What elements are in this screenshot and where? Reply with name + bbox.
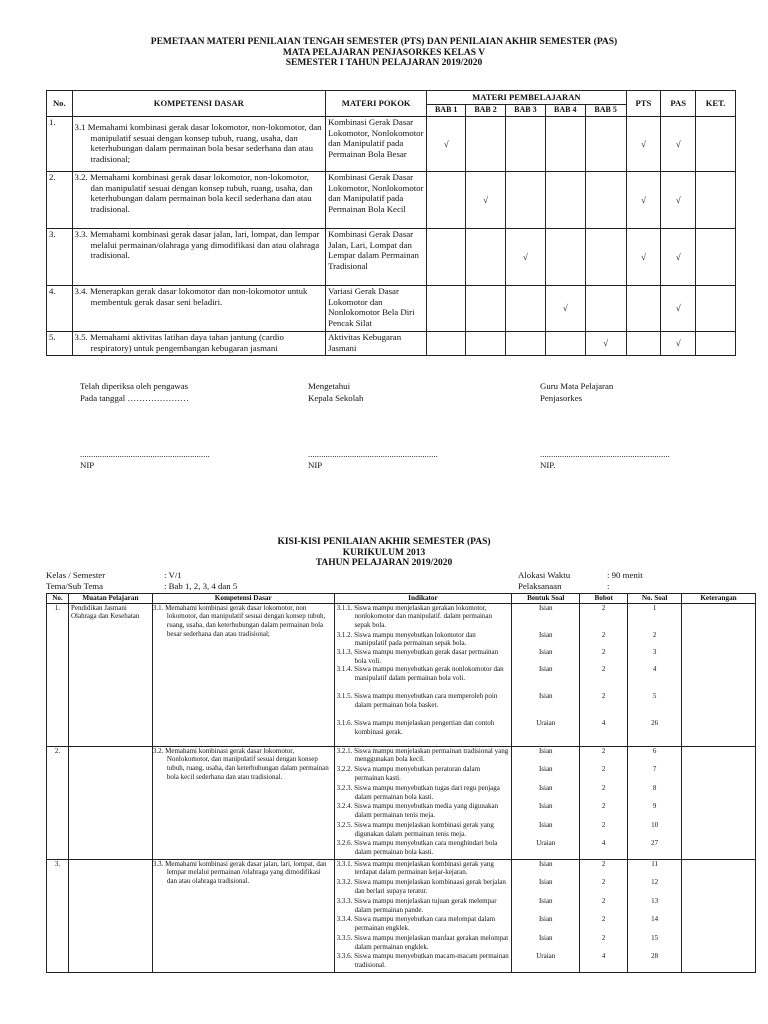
signature-right xyxy=(540,380,613,404)
header1-line1: PEMETAAN MATERI PENILAIAN TENGAH SEMESTER (PTS) DAN PENILAIAN AKHIR SEMESTER (PAS) xyxy=(150,37,618,47)
group-bentuk xyxy=(512,746,580,859)
row-bab5 xyxy=(585,117,626,172)
th-bab-2: BAB 2 xyxy=(466,105,506,117)
mapping-table xyxy=(46,90,736,356)
header2-line1: KISI-KISI PENILAIAN AKHIR SEMESTER (PAS) xyxy=(277,537,491,547)
row-pts xyxy=(626,332,661,356)
bobot-item: 2 xyxy=(601,859,606,868)
row-kd: 3.3. Memahami kombinasi gerak dasar jalan, lari, lompat, dan lempar melalui permainan/olahraga yang dimodifikasi dan atau olahraga tradisional. xyxy=(72,229,326,286)
indikator-item: 3.2.6. Siswa mampu menyebutkan cara menghindari bola dalam permainan bola kasti. xyxy=(336,839,498,857)
bentuk-item: Uraian xyxy=(536,952,556,961)
indikator-item: 3.3.1. Siswa mampu menjelaskan kombinasi gerak yang terdapat dalam permainan kejar-kejaran. xyxy=(336,859,494,877)
header1 xyxy=(0,37,768,69)
indikator-item: 3.2.2. Siswa mampu menyebutkan peraturan dalam permainan kasti. xyxy=(336,765,481,782)
row-bab2 xyxy=(466,117,506,172)
row-bab5 xyxy=(585,229,626,286)
nosoal-item: 1 xyxy=(652,603,657,612)
th-kd: KOMPETENSI DASAR xyxy=(72,91,326,117)
row-no: 4. xyxy=(47,286,73,332)
row-materi: Variasi Gerak Dasar Lokomotor dan Nonlokomotor Bela Diri Pencak Silat xyxy=(326,286,427,332)
th-bab-4: BAB 4 xyxy=(545,105,585,117)
row-bab4 xyxy=(545,332,585,356)
row-materi: Kombinasi Gerak Dasar Jalan, Lari, Lompat dan Lempar dalam Permainan Tradisional xyxy=(326,229,427,286)
row-bab2 xyxy=(466,286,506,332)
bentuk-item: Isian xyxy=(538,820,553,829)
row-bab3 xyxy=(505,117,545,172)
table-row xyxy=(47,229,736,286)
bentuk-item: Isian xyxy=(538,746,553,755)
row-bab2 xyxy=(466,332,506,356)
nosoal-item: 2 xyxy=(652,630,657,639)
pelaksanaan-label: Pelaksanaan xyxy=(518,581,562,591)
th-materi: MATERI POKOK xyxy=(326,91,427,117)
row-bab1 xyxy=(427,172,466,229)
indikator-item: 3.1.5. Siswa mampu menyebutkan cara memperoleh poin dalam permainan bola basket. xyxy=(336,692,498,710)
group-ket xyxy=(682,859,756,972)
signature-middle-line2: Kepala Sekolah xyxy=(308,393,364,403)
indikator-item: 3.2.5. Siswa mampu menjelaskan kombinasi gerak yang digunakan dalam permainan tenis meja. xyxy=(336,820,494,838)
row-pts xyxy=(626,286,661,332)
nosoal-item: 9 xyxy=(652,802,657,811)
indikator-item: 3.2.3. Siswa mampu menyebutkan tugas dari regu penjaga dalam permainan bola kasti. xyxy=(336,783,500,801)
row-bab3: √ xyxy=(505,229,545,286)
row-pas: √ xyxy=(661,332,696,356)
header2-line2: KURIKULUM 2013 xyxy=(342,547,426,558)
indikator-item: 3.1.4. Siswa mampu menyebutkan gerak nonlokomotor dan manipulatif dalam permainan bola voli. xyxy=(336,665,504,683)
bentuk-item: Isian xyxy=(538,896,553,905)
row-no: 2. xyxy=(47,172,73,229)
row-bab1 xyxy=(427,286,466,332)
th2-no: No. xyxy=(47,594,69,604)
group-bobot xyxy=(580,603,628,746)
indikator-item: 3.3.6. Siswa mampu menyebutkan macam-macam permainan tradisional. xyxy=(336,952,509,970)
row-bab4 xyxy=(545,229,585,286)
bobot-item: 2 xyxy=(601,933,606,942)
row-pts: √ xyxy=(626,117,661,172)
nosoal-item: 14 xyxy=(651,915,659,924)
signature-left xyxy=(80,380,189,404)
group-kd: 3.2. Memahami kombinasi gerak dasar lokomotor, Nonlokomotor, dan manipulatif sesuai dengan konsep tubuh, ruang, usaha, dan keterhubungan dalam permainan bola kecil sederhana dan atau tradisional. xyxy=(152,746,334,859)
signature-right-line1: Guru Mata Pelajaran xyxy=(540,381,614,391)
bobot-item: 2 xyxy=(601,802,606,811)
header1-line2: MATA PELAJARAN PENJASORKES KELAS V xyxy=(282,47,486,58)
bobot-item: 2 xyxy=(601,603,606,612)
bentuk-item: Isian xyxy=(538,933,553,942)
bobot-item: 2 xyxy=(601,915,606,924)
row-bab2 xyxy=(466,229,506,286)
th2-kd: Kompetensi Dasar xyxy=(152,594,334,604)
table-row xyxy=(47,117,736,172)
group-ket xyxy=(682,603,756,746)
bobot-item: 2 xyxy=(601,630,606,639)
row-bab4 xyxy=(545,117,585,172)
row-kd: 3.2. Memahami kombinasi gerak dasar lokomotor, non-lokomotor, dan manipulatif sesuai dengan konsep tubuh, ruang, usaha, dan keterhubungan dalam permainan bola kecil sederhana dan atau tradisional. xyxy=(72,172,326,229)
nosoal-item: 12 xyxy=(651,878,659,887)
th-bab-5: BAB 5 xyxy=(585,105,626,117)
row-materi: Kombinasi Gerak Dasar Lokomotor, Nonlokomotor dan Manipulatif pada Permainan Bola Kecil xyxy=(326,172,427,229)
row-ket xyxy=(696,117,736,172)
row-bab3 xyxy=(505,286,545,332)
group-ket xyxy=(682,746,756,859)
table-row xyxy=(47,603,756,746)
group-no: 1. xyxy=(47,603,69,746)
th2-bentuk: Bentuk Soal xyxy=(512,594,580,604)
bobot-item: 4 xyxy=(601,839,606,848)
nosoal-item: 6 xyxy=(652,746,657,755)
bentuk-item: Isian xyxy=(538,915,553,924)
th2-nosoal: No. Soal xyxy=(628,594,682,604)
bobot-item: 2 xyxy=(601,896,606,905)
signature-middle-dots: ........................................................... xyxy=(308,449,438,459)
th-pas: PAS xyxy=(661,91,696,117)
bentuk-item: Uraian xyxy=(536,839,556,848)
bentuk-item: Isian xyxy=(538,630,553,639)
bobot-item: 2 xyxy=(601,820,606,829)
signature-left-line2: Pada tanggal ………………… xyxy=(80,393,189,403)
indikator-item: 3.3.2. Siswa mampu menjelaskan kombinaasi gerak berjalan dan berlari supaya teratur. xyxy=(336,878,506,895)
kelas-value: : V/1 xyxy=(164,570,182,580)
indikator-item: 3.2.1. Siswa mampu menjelaskan permainan tradisional yang menggunakan bola kecil. xyxy=(336,746,509,764)
signature-left-dots: ........................................................... xyxy=(80,449,210,459)
pelaksanaan-value: : xyxy=(607,581,610,591)
indikator-item: 3.1.2. Siswa mampu menyebutkan lokomotor dan manipulatif pada permainan sepak bola. xyxy=(336,630,476,648)
bobot-item: 2 xyxy=(601,765,606,774)
th-pts: PTS xyxy=(626,91,661,117)
nosoal-item: 26 xyxy=(651,719,659,728)
bentuk-item: Isian xyxy=(538,647,553,656)
row-bab3 xyxy=(505,332,545,356)
indikator-item: 3.3.4. Siswa mampu menyebutkan cara melompat dalam permainan engklek. xyxy=(336,915,496,933)
table-row xyxy=(47,746,756,859)
indikator-item: 3.1.3. Siswa mampu menyebutkan gerak dasar permainan bola voli. xyxy=(336,647,499,665)
group-bobot xyxy=(580,746,628,859)
row-bab5 xyxy=(585,172,626,229)
bentuk-item: Uraian xyxy=(536,719,556,728)
table-row xyxy=(47,332,736,356)
bentuk-item: Isian xyxy=(538,665,553,674)
row-pas: √ xyxy=(661,172,696,229)
signature-right-line2: Penjasorkes xyxy=(540,393,583,403)
bentuk-item: Isian xyxy=(538,765,553,774)
th-bab-1: BAB 1 xyxy=(427,105,466,117)
row-bab1 xyxy=(427,229,466,286)
nosoal-item: 5 xyxy=(652,692,657,701)
kelas-label: Kelas / Semester xyxy=(46,570,106,580)
group-muatan xyxy=(68,859,152,972)
row-no: 1. xyxy=(47,117,73,172)
kisi-kisi-table xyxy=(46,593,756,973)
nosoal-item: 11 xyxy=(651,859,658,868)
indikator-item: 3.2.4. Siswa mampu menyebutkan media yang digunakan dalam permainan tenis meja. xyxy=(336,802,499,820)
group-bentuk xyxy=(512,603,580,746)
row-pas: √ xyxy=(661,117,696,172)
bobot-item: 4 xyxy=(601,719,606,728)
th-bab-3: BAB 3 xyxy=(505,105,545,117)
nosoal-item: 15 xyxy=(651,933,659,942)
bobot-item: 2 xyxy=(601,746,606,755)
nosoal-item: 4 xyxy=(652,665,657,674)
row-bab3 xyxy=(505,172,545,229)
group-no: 3. xyxy=(47,859,69,972)
th2-indikator: Indikator xyxy=(334,594,512,604)
group-kd: 3.1. Memahami kombinasi gerak dasar lokomotor, non lokomotor, dan manipulatif sesuai dengan konsep tubuh, ruang, usaha, dan keterhubungan dalam permainan bola besar sederhana dan atau tradisional; xyxy=(152,603,334,746)
indikator-item: 3.1.6. Siswa mampu menjelaskan pengertian dan contoh kombinasi gerak. xyxy=(336,719,495,737)
row-kd: 3.1 Memahami kombinasi gerak dasar lokomotor, non-lokomotor, dan manipulatif sesuai dengan konsep tubuh, ruang, usaha, dan keterhubungan dalam permainan bola besar sederhana dan atau tradisional; xyxy=(72,117,326,172)
row-ket xyxy=(696,332,736,356)
signature-middle-line1: Mengetahui xyxy=(308,381,351,391)
indikator-item: 3.3.5. Siswa mampu menjelaskan manfaat gerakan melompat dalam permainan engklek. xyxy=(336,933,509,951)
bobot-item: 2 xyxy=(601,665,606,674)
signature-left-nip: NIP xyxy=(80,460,95,470)
row-bab1 xyxy=(427,332,466,356)
row-ket xyxy=(696,286,736,332)
row-ket xyxy=(696,229,736,286)
row-materi: Kombinasi Gerak Dasar Lokomotor, Nonlokomotor dan Manipulatif pada Permainan Bola Besar xyxy=(326,117,427,172)
th-no: No. xyxy=(47,91,73,117)
bentuk-item: Isian xyxy=(538,692,553,701)
signature-right-nip: NIP. xyxy=(540,460,556,470)
group-muatan: Pendidikan Jasmani Olahraga dan Kesehatan xyxy=(68,603,152,746)
bentuk-item: Isian xyxy=(538,783,553,792)
group-nosoal xyxy=(628,859,682,972)
signature-middle-nip: NIP xyxy=(308,460,323,470)
row-pts: √ xyxy=(626,229,661,286)
bobot-item: 2 xyxy=(601,647,606,656)
signature-right-dots: ........................................................... xyxy=(540,449,670,459)
nosoal-item: 10 xyxy=(651,820,659,829)
nosoal-item: 13 xyxy=(651,896,659,905)
row-bab1: √ xyxy=(427,117,466,172)
group-bobot xyxy=(580,859,628,972)
row-materi: Aktivitas Kebugaran Jasmani xyxy=(326,332,427,356)
th2-bobot: Bobot xyxy=(580,594,628,604)
bentuk-item: Isian xyxy=(538,878,553,887)
th2-muatan: Muatan Pelajaran xyxy=(68,594,152,604)
bentuk-item: Isian xyxy=(538,603,553,612)
row-no: 3. xyxy=(47,229,73,286)
bentuk-item: Isian xyxy=(538,802,553,811)
bobot-item: 2 xyxy=(601,878,606,887)
row-pas: √ xyxy=(661,229,696,286)
row-bab2: √ xyxy=(466,172,506,229)
alokasi-value: : 90 menit xyxy=(607,570,643,580)
bobot-item: 2 xyxy=(601,692,606,701)
group-bentuk xyxy=(512,859,580,972)
row-pas: √ xyxy=(661,286,696,332)
nosoal-item: 28 xyxy=(651,952,659,961)
th-ket: KET. xyxy=(696,91,736,117)
group-nosoal xyxy=(628,746,682,859)
nosoal-item: 8 xyxy=(652,783,657,792)
row-kd: 3.4. Menerapkan gerak dasar lokomotor dan non-lokomotor untuk membentuk gerak dasar seni beladiri. xyxy=(72,286,326,332)
row-no: 5. xyxy=(47,332,73,356)
table-row xyxy=(47,859,756,972)
group-indikator xyxy=(334,859,512,972)
row-pts: √ xyxy=(626,172,661,229)
row-ket xyxy=(696,172,736,229)
signature-left-line1: Telah diperiksa oleh pengawas xyxy=(80,381,189,391)
th-materi-pembelajaran: MATERI PEMBELAJARAN xyxy=(427,91,626,105)
group-indikator xyxy=(334,603,512,746)
bobot-item: 4 xyxy=(601,952,606,961)
th2-ket: Keterangan xyxy=(682,594,756,604)
row-kd: 3.5. Memahami aktivitas latihan daya tahan jantung (cardio respiratory) untuk pengembangan kebugaran jasmani xyxy=(72,332,326,356)
signature-middle xyxy=(308,380,363,404)
header2 xyxy=(0,537,768,569)
table-row xyxy=(47,286,736,332)
bentuk-item: Isian xyxy=(538,859,553,868)
group-kd: 3.3. Memahami kombinasi gerak dasar jalan, lari, lompat, dan lempar melalui permainan /olahraga yang dimodifikasi dan atau olahraga tradisional. xyxy=(152,859,334,972)
header1-line3: SEMESTER I TAHUN PELAJARAN 2019/2020 xyxy=(285,58,483,68)
nosoal-item: 3 xyxy=(652,647,657,656)
indikator-item: 3.3.3. Siswa mampu menjelaskan tujuan gerak melempar dalam permainan pande. xyxy=(336,896,497,914)
row-bab4 xyxy=(545,172,585,229)
header2-line3: TAHUN PELAJARAN 2019/2020 xyxy=(315,558,453,568)
nosoal-item: 7 xyxy=(652,765,657,774)
group-muatan xyxy=(68,746,152,859)
group-no: 2. xyxy=(47,746,69,859)
row-bab5 xyxy=(585,286,626,332)
group-indikator xyxy=(334,746,512,859)
alokasi-label: Alokasi Waktu xyxy=(518,570,571,580)
tema-label: Tema/Sub Tema xyxy=(46,581,103,591)
tema-value: : Bab 1, 2, 3, 4 dan 5 xyxy=(164,581,238,591)
nosoal-item: 27 xyxy=(651,839,659,848)
row-bab4: √ xyxy=(545,286,585,332)
row-bab5: √ xyxy=(585,332,626,356)
table-row xyxy=(47,172,736,229)
indikator-item: 3.1.1. Siswa mampu menjelaskan gerakan lokomotor, nonlokomotor dan manipulatif. dalam permainan sepak bola. xyxy=(336,603,493,630)
group-nosoal xyxy=(628,603,682,746)
bobot-item: 2 xyxy=(601,783,606,792)
